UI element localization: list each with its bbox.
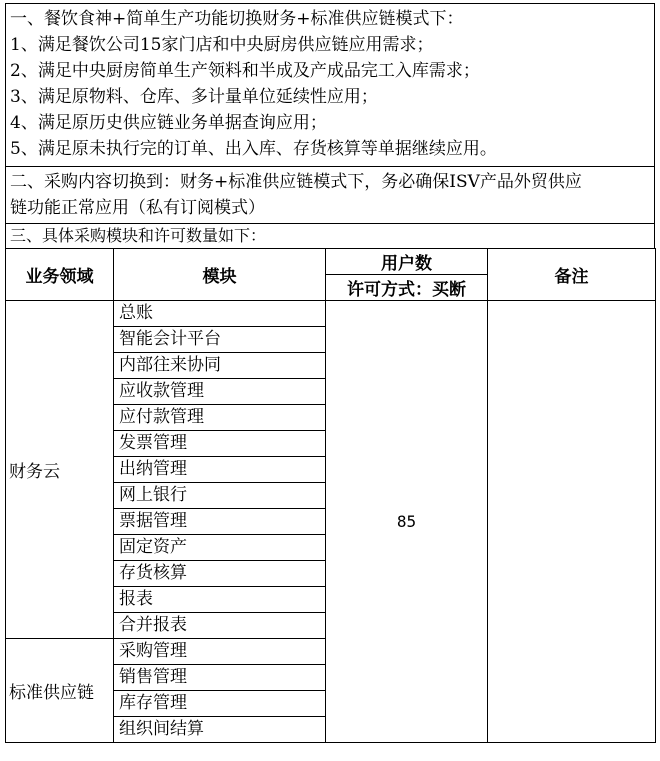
module-cell: 固定资产 bbox=[114, 535, 326, 561]
section2-line2: 链功能正常应用（私有订阅模式） bbox=[10, 198, 265, 218]
module-cell: 出纳管理 bbox=[114, 457, 326, 483]
module-cell: 报表 bbox=[114, 587, 326, 613]
module-cell: 票据管理 bbox=[114, 509, 326, 535]
domain-finance-cloud: 财务云 bbox=[6, 301, 114, 639]
user-count-value: 85 bbox=[326, 301, 488, 743]
requirement-item: 5、满足原未执行完的订单、出入库、存货核算等单据继续应用。 bbox=[10, 139, 497, 159]
module-cell: 应收款管理 bbox=[114, 379, 326, 405]
spreadsheet bbox=[5, 3, 655, 743]
section-procurement-content bbox=[5, 166, 655, 223]
header-remark: 备注 bbox=[488, 249, 656, 301]
section-requirements bbox=[5, 3, 655, 166]
header-module: 模块 bbox=[114, 249, 326, 301]
module-license-table bbox=[5, 248, 656, 743]
module-cell: 销售管理 bbox=[114, 665, 326, 691]
module-cell: 应付款管理 bbox=[114, 405, 326, 431]
domain-standard-supply-chain: 标准供应链 bbox=[6, 639, 114, 743]
section-modules-heading bbox=[5, 223, 655, 248]
header-business-domain: 业务领域 bbox=[6, 249, 114, 301]
module-cell: 存货核算 bbox=[114, 561, 326, 587]
module-cell: 内部往来协同 bbox=[114, 353, 326, 379]
module-cell: 发票管理 bbox=[114, 431, 326, 457]
module-cell: 合并报表 bbox=[114, 613, 326, 639]
module-cell: 总账 bbox=[114, 301, 326, 327]
requirement-item: 1、满足餐饮公司15家门店和中央厨房供应链应用需求； bbox=[10, 35, 434, 55]
module-cell: 组织间结算 bbox=[114, 717, 326, 743]
module-cell: 库存管理 bbox=[114, 691, 326, 717]
module-cell: 采购管理 bbox=[114, 639, 326, 665]
remark-cell bbox=[488, 301, 656, 743]
section2-line1: 二、采购内容切换到：财务+标准供应链模式下，务必确保ISV产品外贸供应 bbox=[10, 172, 582, 192]
requirement-item: 2、满足中央厨房简单生产领料和半成及产成品完工入库需求； bbox=[10, 61, 480, 81]
header-user-count: 用户数 bbox=[326, 249, 488, 275]
header-license-mode: 许可方式：买断 bbox=[326, 275, 488, 301]
requirement-item: 4、满足原历史供应链业务单据查询应用； bbox=[10, 113, 327, 133]
module-cell: 智能会计平台 bbox=[114, 327, 326, 353]
section3-title: 三、具体采购模块和许可数量如下： bbox=[10, 226, 267, 245]
module-cell: 网上银行 bbox=[114, 483, 326, 509]
requirement-item: 3、满足原物料、仓库、多计量单位延续性应用； bbox=[10, 87, 378, 107]
section1-title: 一、餐饮食神+简单生产功能切换财务+标准供应链模式下： bbox=[10, 9, 464, 29]
